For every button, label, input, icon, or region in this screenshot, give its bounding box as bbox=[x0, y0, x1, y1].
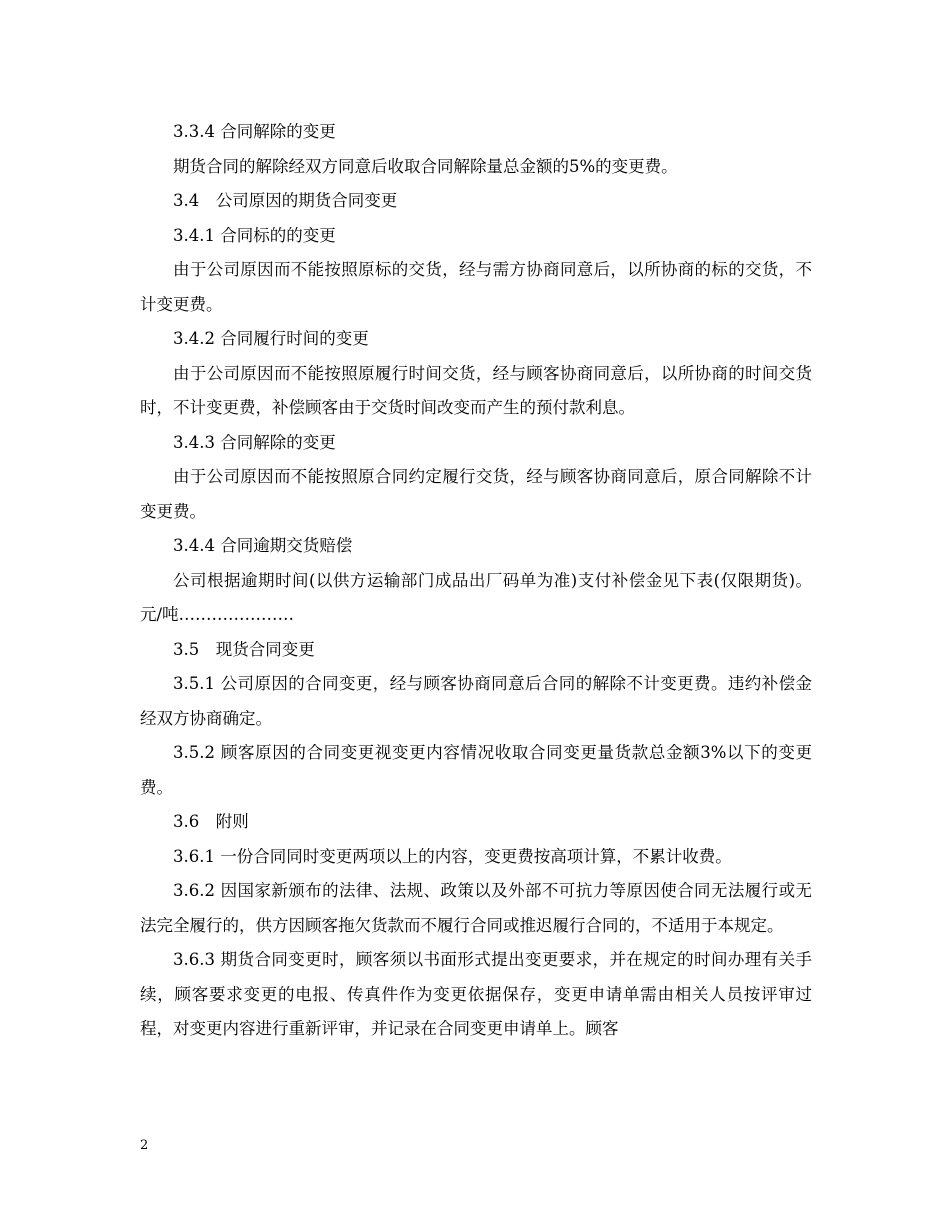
section-heading: 3.4.2 合同履行时间的变更 bbox=[173, 329, 369, 348]
section-heading: 3.3.4 合同解除的变更 bbox=[173, 122, 336, 141]
body-paragraph: 由于公司原因而不能按照原标的交货，经与需方协商同意后，以所协商的标的交货，不计变更费。 bbox=[140, 260, 812, 314]
body-paragraph: 3.5.1 公司原因的合同变更，经与顾客协商同意后合同的解除不计变更费。违约补偿金经双方协商确定。 bbox=[140, 674, 812, 728]
section-heading: 3.4.1 合同标的的变更 bbox=[173, 225, 336, 245]
section-heading: 3.5 现货合同变更 bbox=[173, 639, 315, 659]
body-paragraph: 由于公司原因而不能按照原履行时间交货，经与顾客协商同意后，以所协商的时间交货时，不计变更费，补偿顾客由于交货时间改变而产生的预付款利息。 bbox=[140, 363, 812, 417]
body-paragraph: 期货合同的解除经双方同意后收取合同解除量总金额的5%的变更费。 bbox=[173, 156, 678, 176]
body-paragraph: 3.6.2 因国家新颁布的法律、法规、政策以及外部不可抗力等原因使合同无法履行或无法完全履行的，供方因顾客拖欠货款而不履行合同或推迟履行合同的，不适用于本规定。 bbox=[140, 881, 812, 935]
body-paragraph: 3.6.1 一份合同同时变更两项以上的内容，变更费按高项计算，不累计收费。 bbox=[173, 846, 732, 866]
section-heading: 3.6 附则 bbox=[173, 812, 249, 831]
body-paragraph: 由于公司原因而不能按照原合同约定履行交货，经与顾客协商同意后，原合同解除不计变更费。 bbox=[140, 467, 812, 521]
body-paragraph: 3.5.2 顾客原因的合同变更视变更内容情况收取合同变更量货款总金额3%以下的变更费。 bbox=[140, 743, 812, 797]
document-body bbox=[140, 115, 812, 1047]
section-heading: 3.4.4 合同逾期交货赔偿 bbox=[173, 536, 353, 555]
section-heading: 3.4 公司原因的期货合同变更 bbox=[173, 191, 398, 210]
body-paragraph: 3.6.3 期货合同变更时，顾客须以书面形式提出变更要求，并在规定的时间办理有关手续，顾客要求变更的电报、传真件作为变更依据保存，变更申请单需由相关人员按评审过程，对变更内容进行重新评审，并记录在合同变更申请单上。顾客 bbox=[140, 950, 812, 1038]
page-number: 2 bbox=[140, 1138, 149, 1153]
section-heading: 3.4.3 合同解除的变更 bbox=[173, 432, 336, 452]
body-paragraph: 公司根据逾期时间(以供方运输部门成品出厂码单为准)支付补偿金见下表(仅限期货)。 元/吨………………… bbox=[140, 570, 812, 624]
